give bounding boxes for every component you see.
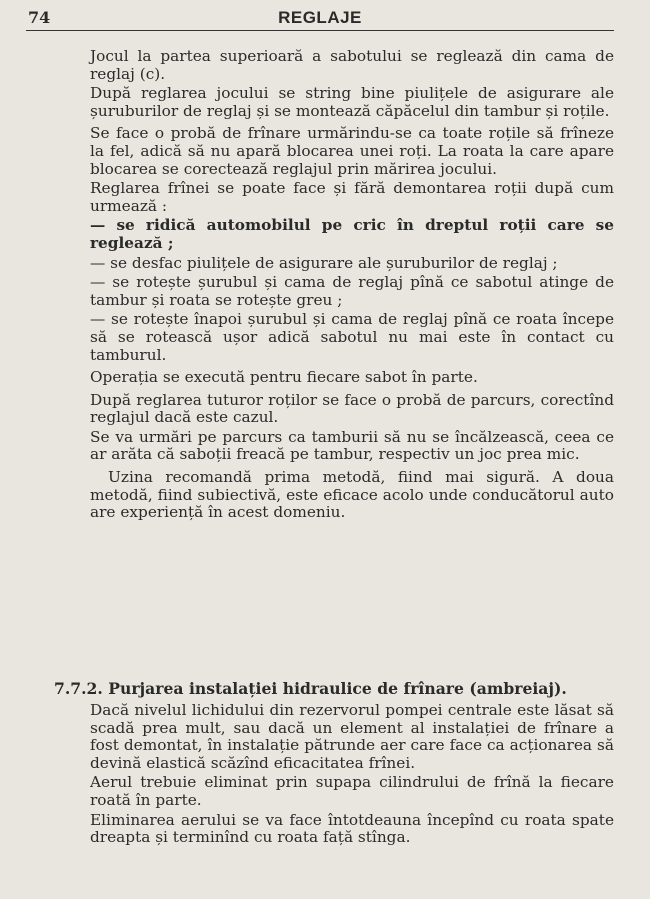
paragraph: Se va urmări pe parcurs ca tamburii să nu se încălzească, ceea ce ar arăta că saboții freacă pe tambur, respectiv un joc prea mic.: [90, 427, 614, 464]
paragraph: După reglarea jocului se string bine piulițele de asigurare ale șuruburilor de reglaj și se montează căpăcelul din tambur și roțile.: [90, 84, 614, 120]
paragraph: Operația se execută pentru fiecare sabot în parte.: [90, 368, 478, 387]
paragraph: Dacă nivelul lichidului din rezervorul pompei centrale este lăsat să scadă prea mult, sau dacă un element al instalației de frînare a fost demontat, în instalație pătrunde aer care face ca acționarea să devină elastică scăzînd eficacitatea frînei.: [90, 701, 614, 772]
paragraph: Reglarea frînei se poate face și fără demontarea roții după cum urmează :: [90, 179, 614, 215]
list-item: — se desfac piulițele de asigurare ale șuruburilor de reglaj ;: [90, 253, 558, 272]
section-heading: 7.7.2. Purjarea instalației hidraulice de frînare (ambreiaj).: [54, 679, 567, 698]
paragraph: Jocul la partea superioară a sabotului se reglează din cama de reglaj (c).: [90, 47, 614, 83]
paragraph: Aerul trebuie eliminat prin supapa cilindrului de frînă la fiecare roată în parte.: [90, 773, 614, 809]
list-item: — se rotește șurubul și cama de reglaj pînă ce sabotul atinge de tambur și roata se rotește greu ;: [90, 273, 614, 309]
paragraph: Se face o probă de frînare urmărindu-se ca toate roțile să frîneze la fel, adică să nu apară blocarea unei roți. La roata la care apare blocarea se corectează reglajul prin mărirea jocului.: [90, 124, 614, 178]
paragraph: După reglarea tuturor roților se face o probă de parcurs, corectînd reglajul dacă este cazul.: [90, 390, 614, 427]
body-text: [90, 48, 614, 524]
list-item: — se ridică automobilul pe cric în dreptul roții care se reglează ;: [90, 216, 614, 252]
section-body: [90, 702, 614, 849]
page-header: [26, 6, 614, 31]
page-number: 74: [28, 8, 51, 27]
running-title: REGLAJE: [278, 8, 362, 27]
paragraph: Uzina recomandă prima metodă, fiind mai sigură. A doua metodă, fiind subiectivă, este eficace acolo unde conducătorul auto are experiență în acest domeniu.: [90, 468, 614, 522]
list-item: — se rotește înapoi șurubul și cama de reglaj pînă ce roata începe să se rotească ușor adică sabotul nu mai este în contact cu tamburul.: [90, 310, 614, 364]
paragraph: Eliminarea aerului se va face întotdeauna începînd cu roata spate dreapta și terminînd cu roata față stînga.: [90, 810, 614, 847]
